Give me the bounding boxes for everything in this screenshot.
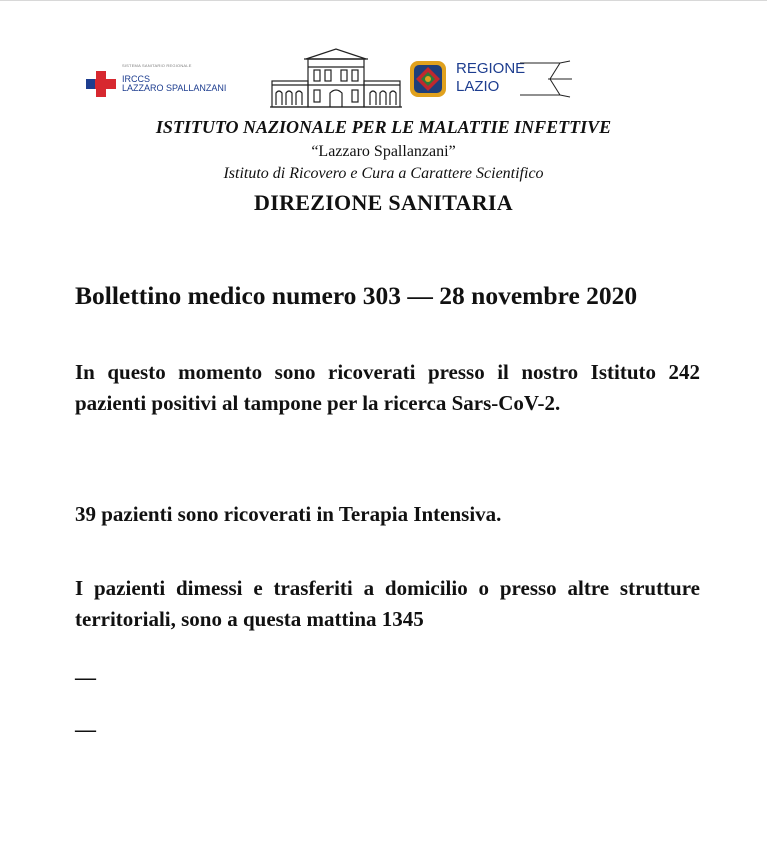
institute-subtitle: “Lazzaro Spallanzani” — [311, 143, 456, 160]
irccs-logo-tagline: SISTEMA SANITARIO REGIONALE — [122, 63, 192, 68]
regione-chevron-icon — [520, 59, 572, 99]
institute-name: ISTITUTO NAZIONALE PER LE MALATTIE INFETTIVE — [155, 117, 612, 137]
department-heading: DIREZIONE SANITARIA — [254, 190, 513, 215]
header-logos — [84, 45, 584, 111]
separator-dash: — — [75, 665, 96, 689]
bulletin-title: Bollettino medico numero 303 — 28 novembre 2020 — [75, 281, 638, 310]
regione-emblem-icon — [408, 59, 448, 99]
irccs-logo-line2: LAZZARO SPALLANZANI — [122, 83, 227, 93]
regione-lazio-logo — [408, 55, 578, 101]
regione-logo-line2: LAZIO — [456, 78, 500, 95]
bulletin-paragraph-discharged: I pazienti dimessi e trasferiti a domicilio o presso altre strutture territoriali, sono a questa mattina 1345 — [75, 576, 700, 631]
regione-logo-line1: REGIONE — [456, 60, 526, 77]
irccs-logo-line1: IRCCS — [122, 74, 151, 84]
separator-dash: — — [75, 717, 96, 741]
institute-description: Istituto di Ricovero e Cura a Carattere Scientifico — [223, 165, 544, 182]
bulletin-paragraph-intensive-care: 39 pazienti sono ricoverati in Terapia Intensiva. — [75, 502, 502, 526]
bulletin-paragraph-hospitalized: In questo momento sono ricoverati presso il nostro Istituto 242 pazienti positivi al tampone per la ricerca Sars-CoV-2. — [75, 360, 700, 415]
irccs-logo — [84, 63, 264, 103]
red-cross-icon — [86, 71, 116, 97]
institute-building-icon — [270, 45, 402, 111]
